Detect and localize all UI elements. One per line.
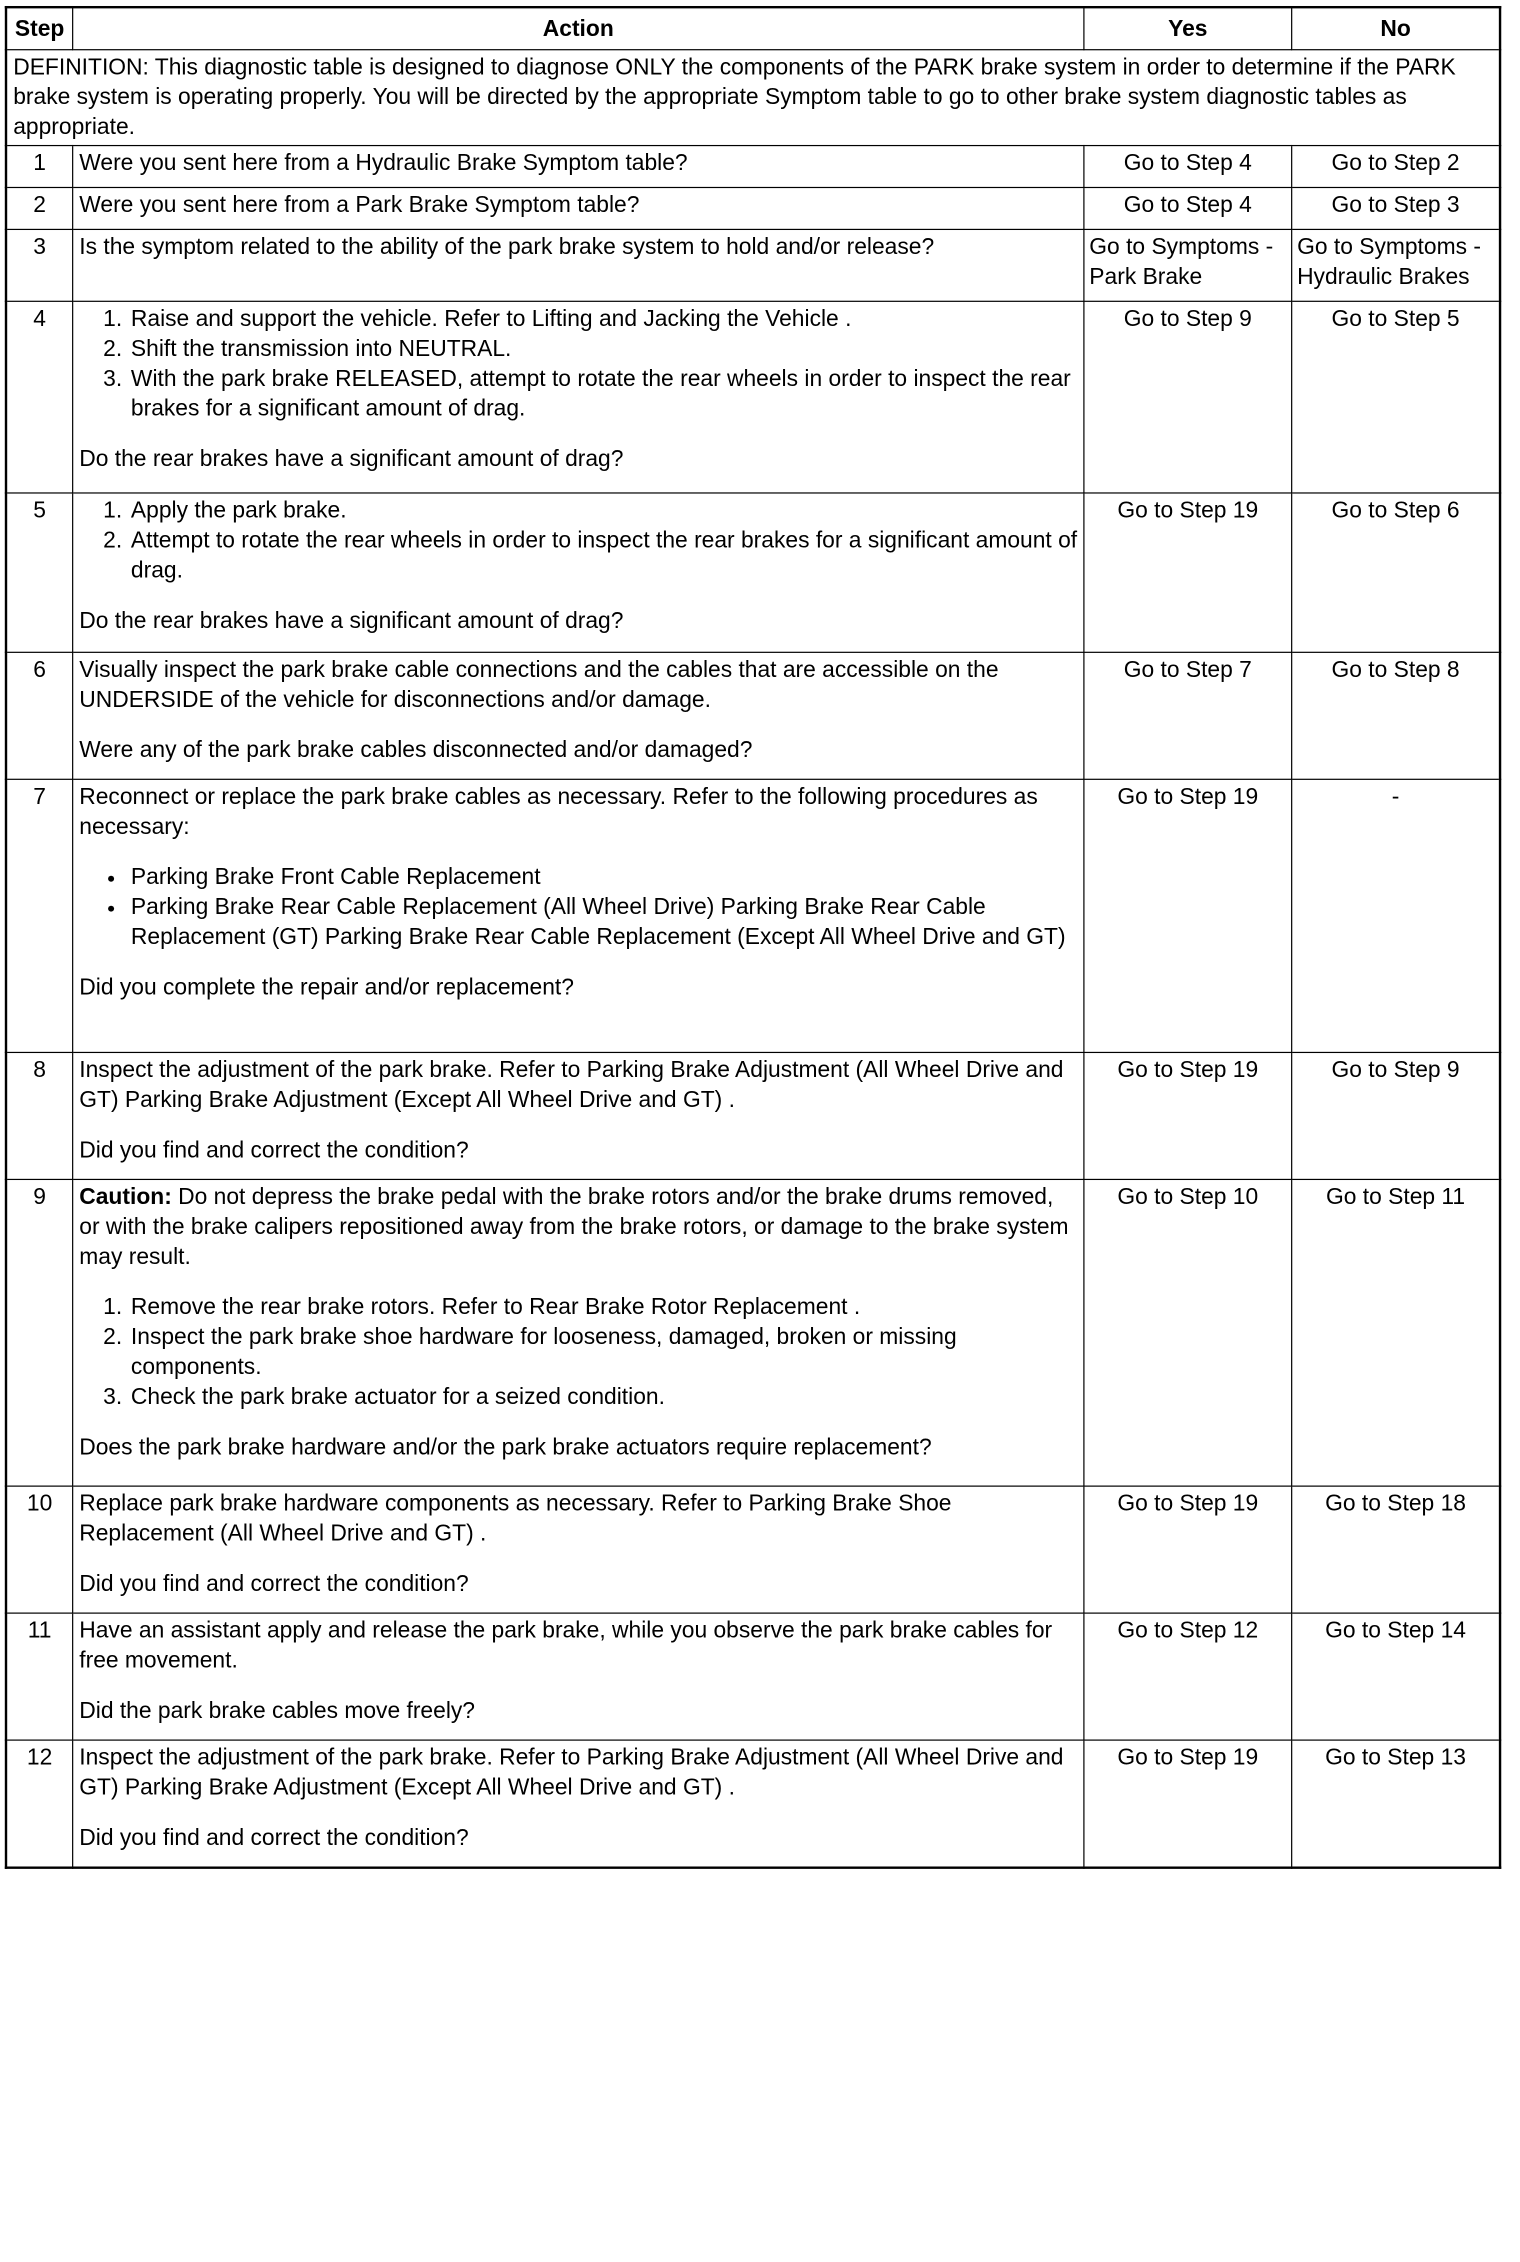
- definition-text: DEFINITION: This diagnostic table is designed to diagnose ONLY the components of the PARK brake system in order to determine if the PARK brake system is operating properly. You will be directed by the appropriate Symptom table to go to other brake system diagnostic tables as appropriate.: [6, 50, 1500, 146]
- action-cell: [73, 1613, 1084, 1740]
- yes-link[interactable]: Go to Step 19: [1084, 1486, 1292, 1613]
- step-number: 11: [6, 1613, 73, 1740]
- header-row: [6, 7, 1500, 50]
- table-row: [6, 652, 1500, 779]
- table-row: [6, 229, 1500, 301]
- yes-link[interactable]: Go to Step 4: [1084, 187, 1292, 229]
- action-question: Did you find and correct the condition?: [79, 1138, 469, 1164]
- definition-row: [6, 50, 1500, 146]
- yes-link[interactable]: Go to Step 10: [1084, 1179, 1292, 1486]
- table-row: [6, 1179, 1500, 1486]
- header-yes: Yes: [1084, 7, 1292, 50]
- action-cell: [73, 779, 1084, 1052]
- no-value: -: [1292, 779, 1500, 1052]
- action-question: Does the park brake hardware and/or the park brake actuators require replacement?: [79, 1435, 932, 1461]
- action-question: Were you sent here from a Park Brake Symptom table?: [79, 192, 640, 219]
- no-link[interactable]: Go to Step 14: [1292, 1613, 1500, 1740]
- action-question: Do the rear brakes have a significant amount of drag?: [79, 446, 624, 473]
- table-row: [6, 493, 1500, 652]
- step-number: 8: [6, 1052, 73, 1179]
- action-text: Have an assistant apply and release the park brake, while you observe the park brake cables for free movement.: [79, 1618, 1053, 1674]
- step-number: 4: [6, 301, 73, 493]
- yes-link[interactable]: Go to Symptoms - Park Brake: [1084, 229, 1292, 301]
- action-text: Inspect the adjustment of the park brake. Refer to Parking Brake Adjustment (All Wheel Drive and GT) Parking Brake Adjustment (Except All Wheel Drive and GT) .: [79, 1745, 1064, 1801]
- procedure-item: 1. Apply the park brake.: [129, 496, 1078, 526]
- step-number: 9: [6, 1179, 73, 1486]
- yes-link[interactable]: Go to Step 19: [1084, 493, 1292, 652]
- no-link[interactable]: Go to Step 13: [1292, 1740, 1500, 1867]
- yes-link[interactable]: Go to Step 12: [1084, 1613, 1292, 1740]
- action-question: Were any of the park brake cables disconnected and/or damaged?: [79, 737, 753, 764]
- procedure-list: [79, 304, 1077, 424]
- procedure-list: [79, 496, 1077, 586]
- action-text: Replace park brake hardware components as necessary. Refer to Parking Brake Shoe Replacement (All Wheel Drive and GT) .: [79, 1491, 952, 1547]
- action-text: Inspect the adjustment of the park brake. Refer to Parking Brake Adjustment (All Wheel Drive and GT) Parking Brake Adjustment (Except All Wheel Drive and GT) .: [79, 1057, 1064, 1113]
- table-row: [6, 779, 1500, 1052]
- yes-link[interactable]: Go to Step 19: [1084, 1740, 1292, 1867]
- procedure-item: 1. Remove the rear brake rotors. Refer to Rear Brake Rotor Replacement .: [129, 1293, 1078, 1323]
- step-number: 10: [6, 1486, 73, 1613]
- procedure-item: 1. Raise and support the vehicle. Refer to Lifting and Jacking the Vehicle .: [129, 304, 1078, 334]
- procedure-list: [79, 1293, 1077, 1413]
- procedure-link[interactable]: • Parking Brake Front Cable Replacement: [129, 863, 1078, 893]
- procedure-item: 3. Check the park brake actuator for a seized condition.: [129, 1382, 1078, 1412]
- action-text: Reconnect or replace the park brake cables as necessary. Refer to the following procedures as necessary:: [79, 784, 1038, 840]
- procedure-bullets: [79, 863, 1077, 953]
- step-number: 1: [6, 146, 73, 188]
- no-link[interactable]: Go to Step 18: [1292, 1486, 1500, 1613]
- no-link[interactable]: Go to Step 2: [1292, 146, 1500, 188]
- no-link[interactable]: Go to Step 3: [1292, 187, 1500, 229]
- step-number: 6: [6, 652, 73, 779]
- action-question: Did you find and correct the condition?: [79, 1825, 469, 1851]
- diagnostic-table: [5, 6, 1501, 1868]
- no-link[interactable]: Go to Step 9: [1292, 1052, 1500, 1179]
- action-question: Did the park brake cables move freely?: [79, 1698, 475, 1724]
- action-cell: [73, 652, 1084, 779]
- procedure-item: 2. Shift the transmission into NEUTRAL.: [129, 334, 1078, 364]
- yes-link[interactable]: Go to Step 19: [1084, 1052, 1292, 1179]
- step-number: 2: [6, 187, 73, 229]
- no-link[interactable]: Go to Step 6: [1292, 493, 1500, 652]
- yes-link[interactable]: Go to Step 4: [1084, 146, 1292, 188]
- header-step: Step: [6, 7, 73, 50]
- header-action: Action: [73, 7, 1084, 50]
- action-cell: [73, 493, 1084, 652]
- action-cell: [73, 1486, 1084, 1613]
- procedure-item: 2. Attempt to rotate the rear wheels in order to inspect the rear brakes for a significant amount of drag.: [129, 526, 1078, 586]
- yes-link[interactable]: Go to Step 7: [1084, 652, 1292, 779]
- step-number: 3: [6, 229, 73, 301]
- yes-link[interactable]: Go to Step 19: [1084, 779, 1292, 1052]
- table-row: [6, 1613, 1500, 1740]
- procedure-link[interactable]: • Parking Brake Rear Cable Replacement (All Wheel Drive) Parking Brake Rear Cable Replacement (GT) Parking Brake Rear Cable Replacement (Except All Wheel Drive and GT): [129, 893, 1078, 953]
- action-cell: [73, 187, 1084, 229]
- action-question: Did you complete the repair and/or replacement?: [79, 975, 574, 1001]
- step-number: 5: [6, 493, 73, 652]
- no-link[interactable]: Go to Symptoms - Hydraulic Brakes: [1292, 229, 1500, 301]
- action-cell: [73, 1179, 1084, 1486]
- caution-note: [79, 1182, 1077, 1272]
- action-cell: [73, 229, 1084, 301]
- header-no: No: [1292, 7, 1500, 50]
- action-question: Is the symptom related to the ability of the park brake system to hold and/or release?: [79, 234, 935, 260]
- action-text: Visually inspect the park brake cable connections and the cables that are accessible on the UNDERSIDE of the vehicle for disconnections and/or damage.: [79, 657, 999, 713]
- no-link[interactable]: Go to Step 5: [1292, 301, 1500, 493]
- action-question: Do the rear brakes have a significant amount of drag?: [79, 608, 624, 634]
- action-cell: [73, 1052, 1084, 1179]
- procedure-item: 2. Inspect the park brake shoe hardware for looseness, damaged, broken or missing components.: [129, 1323, 1078, 1383]
- no-link[interactable]: Go to Step 8: [1292, 652, 1500, 779]
- step-number: 12: [6, 1740, 73, 1867]
- table-row: [6, 1052, 1500, 1179]
- table-row: [6, 146, 1500, 188]
- table-row: [6, 187, 1500, 229]
- no-link[interactable]: Go to Step 11: [1292, 1179, 1500, 1486]
- caution-text: Do not depress the brake pedal with the brake rotors and/or the brake drums removed, or with the brake calipers repositioned away from the brake rotors, or damage to the brake system may result.: [79, 1184, 1069, 1270]
- step-number: 7: [6, 779, 73, 1052]
- table-row: [6, 301, 1500, 493]
- action-question: Did you find and correct the condition?: [79, 1571, 469, 1597]
- table-row: [6, 1740, 1500, 1867]
- action-cell: [73, 1740, 1084, 1867]
- action-cell: [73, 146, 1084, 188]
- table-row: [6, 1486, 1500, 1613]
- caution-label: Caution:: [79, 1184, 172, 1210]
- action-question: Were you sent here from a Hydraulic Brake Symptom table?: [79, 150, 688, 177]
- action-cell: [73, 301, 1084, 493]
- yes-link[interactable]: Go to Step 9: [1084, 301, 1292, 493]
- procedure-item: 3. With the park brake RELEASED, attempt to rotate the rear wheels in order to inspect the rear brakes for a significant amount of drag.: [129, 364, 1078, 424]
